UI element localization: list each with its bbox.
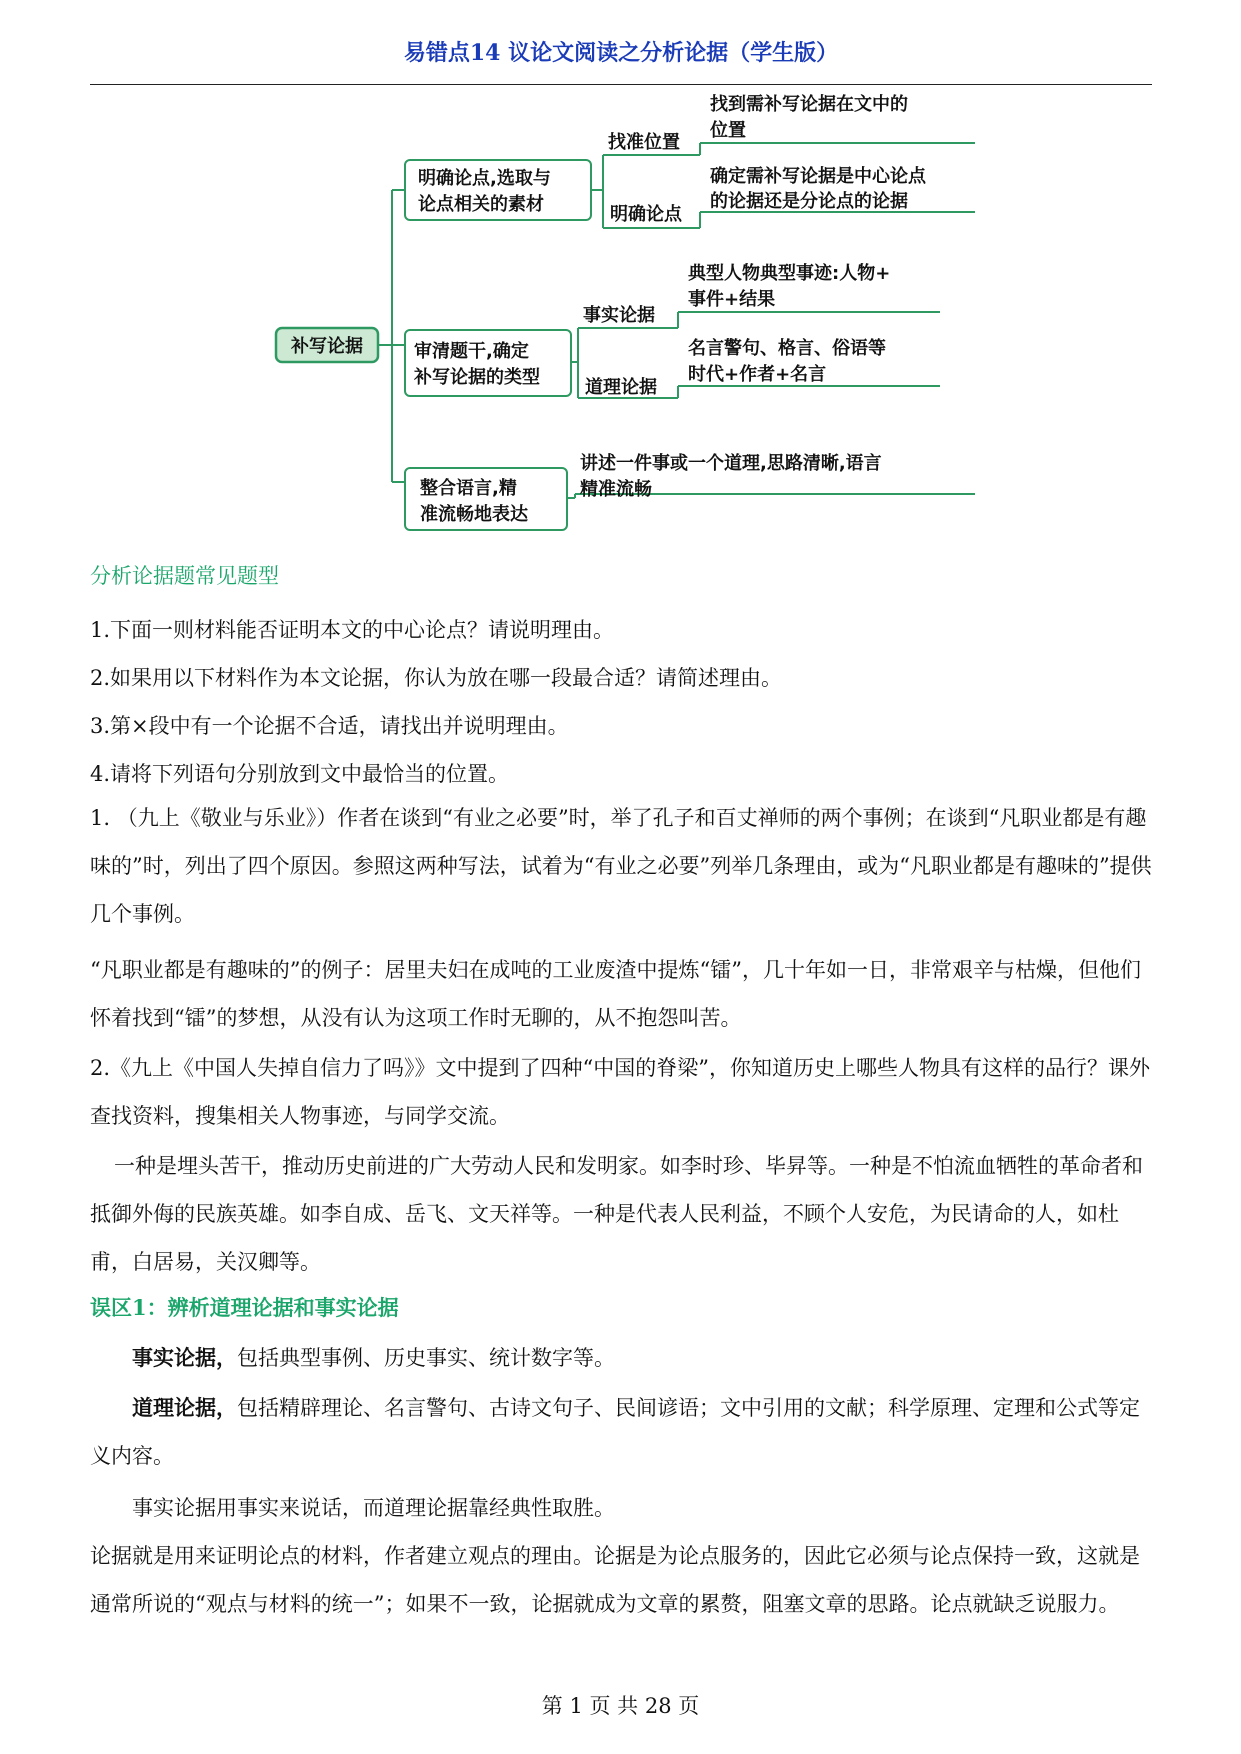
mindmap-b1a-label: 找准位置: [608, 132, 680, 153]
mindmap-root-label: 补写论据: [291, 336, 363, 357]
mindmap-b2a-detail2: 事件+结果: [688, 289, 776, 310]
reason-evidence-definition: [90, 1384, 1152, 1480]
mindmap-b1b-detail2: 的论据还是分论点的论据: [710, 191, 908, 212]
mindmap-branch2-line2: 补写论据的类型: [414, 367, 540, 388]
mindmap-branch3-line2: 准流畅地表达: [420, 504, 528, 525]
mindmap-branch1-line2: 论点相关的素材: [418, 194, 544, 215]
page-footer: 第 1 页 共 28 页: [541, 1694, 700, 1718]
fact-evidence-text: 包括典型事例、历史事实、统计数字等。: [237, 1346, 615, 1370]
exercise-2-answer: 一种是埋头苦干，推动历史前进的广大劳动人民和发明家。如李时珍、毕昇等。一种是不怕流血牺牲的革命者和抵御外侮的民族英雄。如李自成、岳飞、文天祥等。一种是代表人民利益，不顾个人安危，为民请命的人，如杜甫，白居易，关汉卿等。: [90, 1154, 1143, 1274]
mindmap-b1b-label: 明确论点: [610, 204, 682, 225]
reason-evidence-text: 包括精辟理论、名言警句、古诗文句子、民间谚语；文中引用的文献；科学原理、定理和公式等定义内容。: [90, 1396, 1140, 1468]
mindmap-b3-detail2: 精准流畅: [580, 479, 652, 500]
reason-evidence-term: 道理论据，: [132, 1395, 237, 1420]
fact-evidence-term: 事实论据，: [132, 1345, 237, 1370]
section-heading-question-types: 分析论据题常见题型: [90, 564, 279, 588]
exercise-1-prompt: 1. （九上《敬业与乐业》）作者在谈到“有业之必要”时，举了孔子和百丈禅师的两个事例；在谈到“凡职业都是有趣味的”时，列出了四个原因。参照这两种写法，试着为“有业之必要”列举几条理由，或为“凡职业都是有趣味的”提供几个事例。: [90, 806, 1152, 926]
mindmap-b1b-detail1: 确定需补写论据是中心论点: [710, 166, 926, 187]
mindmap-b2b-detail1: 名言警句、格言、俗语等: [688, 338, 886, 359]
question-type-4: 4.请将下列语句分别放到文中最恰当的位置。: [90, 762, 510, 786]
mindmap-branch1-line1: 明确论点,选取与: [418, 168, 551, 189]
mindmap-b2a-label: 事实论据: [583, 305, 655, 326]
exercise-2-prompt: 2.《九上《中国人失掉自信力了吗》》文中提到了四种“中国的脊梁”，你知道历史上哪些人物具有这样的品行？课外查找资料，搜集相关人物事迹，与同学交流。: [90, 1056, 1151, 1128]
mindmap-diagram: [0, 0, 1241, 560]
evidence-summary: 事实论据用事实来说话，而道理论据靠经典性取胜。: [132, 1496, 615, 1520]
fact-evidence-definition: [90, 1334, 1152, 1382]
exercise-1-answer: “凡职业都是有趣味的”的例子：居里夫妇在成吨的工业废渣中提炼“镭”，几十年如一日，非常艰辛与枯燥，但他们怀着找到“镭”的梦想，从没有认为这项工作时无聊的，从不抱怨叫苦。: [90, 958, 1141, 1030]
mindmap-b2a-detail1: 典型人物典型事迹:人物+: [688, 263, 891, 284]
question-type-1: 1.下面一则材料能否证明本文的中心论点？请说明理由。: [90, 618, 615, 642]
question-type-2: 2.如果用以下材料作为本文论据，你认为放在哪一段最合适？请简述理由。: [90, 666, 783, 690]
mindmap-b2b-detail2: 时代+作者+名言: [688, 364, 827, 385]
section-heading-pitfall-1: 误区1：辨析道理论据和事实论据: [90, 1295, 399, 1320]
mindmap-branch2-line1: 审清题干,确定: [414, 341, 529, 362]
mindmap-b1a-detail2: 位置: [710, 120, 746, 141]
mindmap-b2b-label: 道理论据: [585, 377, 657, 398]
page-header: 易错点14 议论文阅读之分析论据（学生版）: [403, 40, 839, 66]
evidence-explanation: 论据就是用来证明论点的材料，作者建立观点的理由。论据是为论点服务的，因此它必须与论点保持一致，这就是通常所说的“观点与材料的统一”；如果不一致，论据就成为文章的累赘，阻塞文章的思路。论点就缺乏说服力。: [90, 1544, 1140, 1616]
mindmap-branch3-line1: 整合语言,精: [420, 478, 517, 499]
mindmap-b1a-detail1: 找到需补写论据在文中的: [710, 94, 908, 115]
question-type-3: 3.第×段中有一个论据不合适，请找出并说明理由。: [90, 714, 569, 738]
mindmap-b3-detail1: 讲述一件事或一个道理,思路清晰,语言: [580, 453, 882, 474]
